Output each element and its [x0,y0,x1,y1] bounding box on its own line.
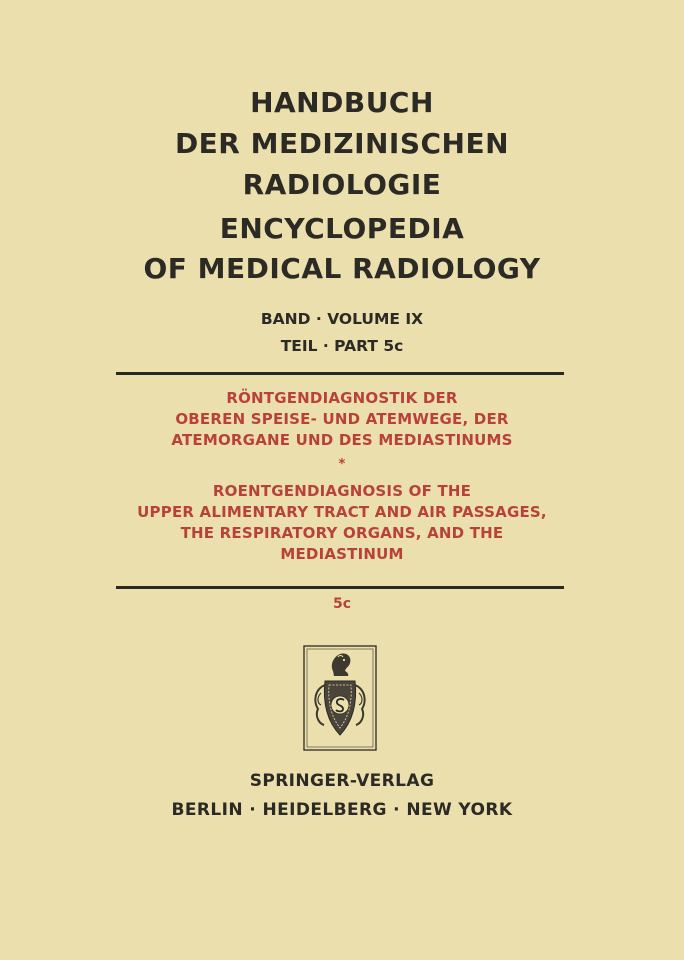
subtitle-en-line-1: ROENTGENDIAGNOSIS OF THE [212,482,472,500]
publisher-block [0,767,684,825]
title-de-line-2: DER MEDIZINISCHEN [174,127,510,160]
title-german [0,82,684,205]
publisher-name: SPRINGER-VERLAG [249,771,435,791]
subtitle-en-line-2: UPPER ALIMENTARY TRACT AND AIR PASSAGES, [137,503,547,521]
springer-logo-icon [303,645,377,751]
title-english [0,209,684,289]
subtitle-separator: * [338,457,346,472]
publisher-cities: BERLIN · HEIDELBERG · NEW YORK [171,800,513,820]
subtitle-de-line-1: RÖNTGENDIAGNOSTIK DER [226,389,458,407]
title-en-line-1: ENCYCLOPEDIA [219,212,465,245]
subtitle-en-line-4: MEDIASTINUM [280,545,404,563]
subtitle-en-line-3: THE RESPIRATORY ORGANS, AND THE [180,524,504,542]
subtitle-de-line-3: ATEMORGANE UND DES MEDIASTINUMS [171,431,513,449]
subtitle-english [0,481,684,565]
volume-info [0,306,684,360]
title-de-line-1: HANDBUCH [250,86,434,119]
divider-top [116,372,564,375]
subtitle-de-line-2: OBEREN SPEISE- UND ATEMWEGE, DER [175,410,509,428]
band-volume: BAND · VOLUME IX [260,310,424,328]
subtitle-german [0,388,684,451]
divider-bottom [116,586,564,589]
part-number: 5c [332,596,352,612]
teil-part: TEIL · PART 5c [280,337,404,355]
title-en-line-2: OF MEDICAL RADIOLOGY [143,252,541,285]
title-de-line-3: RADIOLOGIE [242,168,442,201]
